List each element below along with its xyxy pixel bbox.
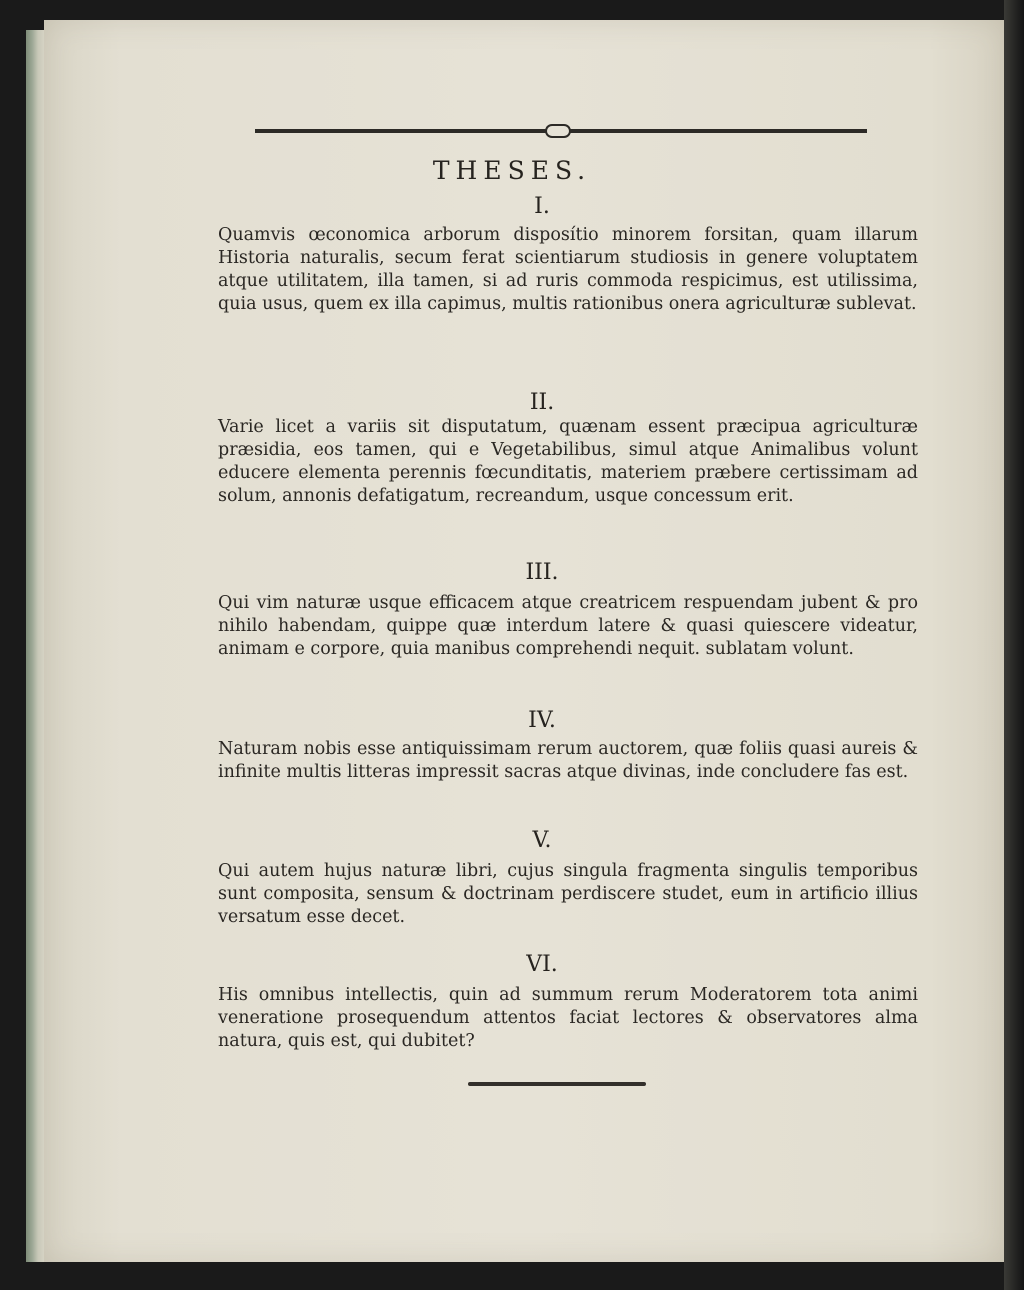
thesis-3-numeral: III.: [525, 560, 559, 585]
thesis-6-numeral: VI.: [526, 952, 558, 977]
ornament-center-flourish: [545, 124, 571, 138]
thesis-2-numeral: II.: [529, 390, 555, 415]
thesis-1-text: Quamvis œconomica arborum disposítio minorem forsitan, quam illarum Historia naturalis, secum ferat scientiarum studiosis in genere voluptatem atque utilitatem, illa tamen, si ad ruris commoda respicimus, est utilissima, quia usus, quem ex illa capimus, multis rationibus onera agriculturæ sublevat.: [218, 225, 918, 314]
thesis-1-numeral: I.: [534, 194, 550, 219]
header-ornament-rule: [255, 126, 867, 136]
thesis-5-text: Qui autem hujus naturæ libri, cujus singula fragmenta singulis temporibus sunt composita, sensum & doctrinam perdiscere studet, eum in artificio illius versatum esse decet.: [218, 861, 918, 927]
thesis-6-text: His omnibus intellectis, quin ad summum rerum Moderatorem tota animi veneratione prosequendum attentos faciat lectores & observatores alma natura, quis est, qui dubitet?: [218, 985, 918, 1051]
thesis-2-text: Varie licet a variis sit disputatum, quænam essent præcipua agriculturæ præsidia, eos tamen, qui e Vegetabilibus, simul atque Animalibus volunt educere elementa perennis fœcunditatis, materiem præbere certissimam ad solum, annonis defatigatum, recreandum, usque concessum erit.: [218, 417, 918, 506]
page-title: THESES.: [432, 156, 592, 185]
thesis-4-text: Naturam nobis esse antiquissimam rerum auctorem, quæ foliis quasi aureis & infinite multis litteras impressit sacras atque divinas, inde concludere fas est.: [218, 739, 918, 782]
thesis-4-numeral: IV.: [528, 708, 556, 733]
thesis-3-text: Qui vim naturæ usque efficacem atque creatricem respuendam jubent & pro nihilo habendam, quippe quæ interdum latere & quasi quiescere videatur, animam e corpore, quia manibus comprehendi nequit. sublatam volunt.: [218, 593, 918, 659]
closing-rule: [468, 1082, 646, 1086]
thesis-5-numeral: V.: [532, 828, 552, 853]
